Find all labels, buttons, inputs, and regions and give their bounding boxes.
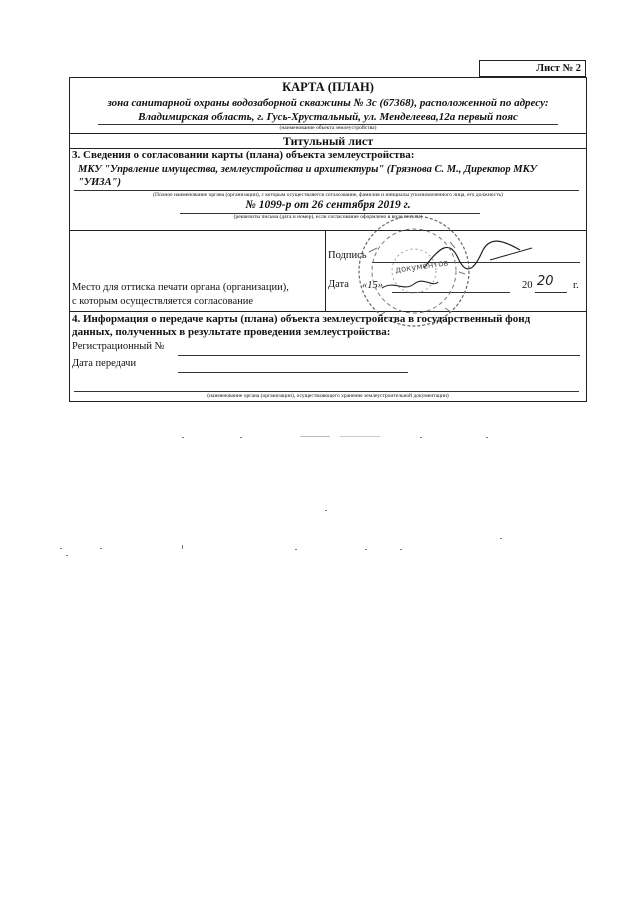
scan-speck bbox=[300, 436, 330, 437]
sheet-number: Лист № 2 bbox=[479, 60, 586, 77]
stamp-text: документов bbox=[394, 258, 450, 276]
stamp-place-label-2: с которым осуществляется согласование bbox=[72, 296, 254, 307]
subtitle-line-1: зона санитарной охраны водозаборной скважины № 3с (67368), расположенной по адресу: bbox=[107, 97, 549, 109]
document-title: КАРТА (ПЛАН) bbox=[282, 80, 374, 94]
date-day: «15» bbox=[362, 280, 383, 291]
scan-speck bbox=[365, 549, 367, 550]
scan-speck bbox=[182, 545, 183, 549]
date-year-handwritten: 20 bbox=[537, 274, 554, 289]
scan-speck bbox=[66, 555, 68, 556]
scan-speck bbox=[400, 549, 402, 550]
title-sheet-heading: Титульный лист bbox=[282, 134, 374, 148]
divider bbox=[325, 230, 326, 311]
transfer-date-line bbox=[178, 372, 408, 373]
underline bbox=[74, 190, 579, 191]
section-4-heading-1: 4. Информация о передаче карты (плана) объекта землеустройства в государственный фонд bbox=[72, 313, 531, 325]
org-line-2: "УИЗА") bbox=[78, 177, 121, 188]
scan-speck bbox=[182, 437, 184, 438]
scan-speck bbox=[486, 437, 488, 438]
scan-speck bbox=[295, 549, 297, 550]
scan-speck bbox=[240, 437, 242, 438]
date-suffix: г. bbox=[573, 280, 579, 291]
registration-number-line bbox=[178, 355, 580, 356]
stamp-place-label-1: Место для оттиска печати органа (организации), bbox=[72, 282, 289, 293]
date-year-line bbox=[535, 292, 567, 293]
section-4-heading-2: данных, полученных в результате проведения землеустройства: bbox=[72, 326, 391, 338]
scan-speck bbox=[500, 538, 502, 539]
section-4-caption: (наименование органа (организации), осуществляющего хранение землеустроительной документации) bbox=[207, 393, 449, 399]
caption-object: (наименование объекта землеустройства) bbox=[279, 125, 377, 131]
divider bbox=[70, 230, 586, 231]
scan-speck bbox=[60, 548, 62, 549]
scan-speck bbox=[325, 510, 327, 511]
org-caption: (Полное наименование органа (организации), с которым осуществляется согласование, фамилия и инициалы уполномоченного лица, его должность) bbox=[153, 192, 503, 198]
scan-speck bbox=[340, 436, 380, 437]
registration-number-label: Регистрационный № bbox=[72, 341, 165, 352]
letter-caption: (реквизиты письма (дата и номер), если согласование оформлено в виде письма) bbox=[233, 214, 423, 220]
scan-speck bbox=[420, 437, 422, 438]
divider bbox=[70, 311, 586, 312]
date-year-prefix: 20 bbox=[522, 280, 533, 291]
scan-speck bbox=[100, 548, 102, 549]
letter-reference: № 1099-р от 26 сентября 2019 г. bbox=[245, 199, 411, 211]
signature-label: Подпись bbox=[328, 250, 367, 261]
org-line-1: МКУ "Упрвление имущества, землеустройства и архитектуры" (Грязнова С. М., Директор МКУ bbox=[78, 164, 537, 175]
date-label: Дата bbox=[328, 279, 349, 290]
underline bbox=[74, 391, 579, 392]
subtitle-line-2: Владимирская область, г. Гусь-Хрустальный, ул. Менделеева,12а первый пояс bbox=[138, 111, 518, 123]
transfer-date-label: Дата передачи bbox=[72, 358, 137, 369]
section-3-heading: 3. Сведения о согласовании карты (плана) объекта землеустройства: bbox=[72, 149, 415, 161]
